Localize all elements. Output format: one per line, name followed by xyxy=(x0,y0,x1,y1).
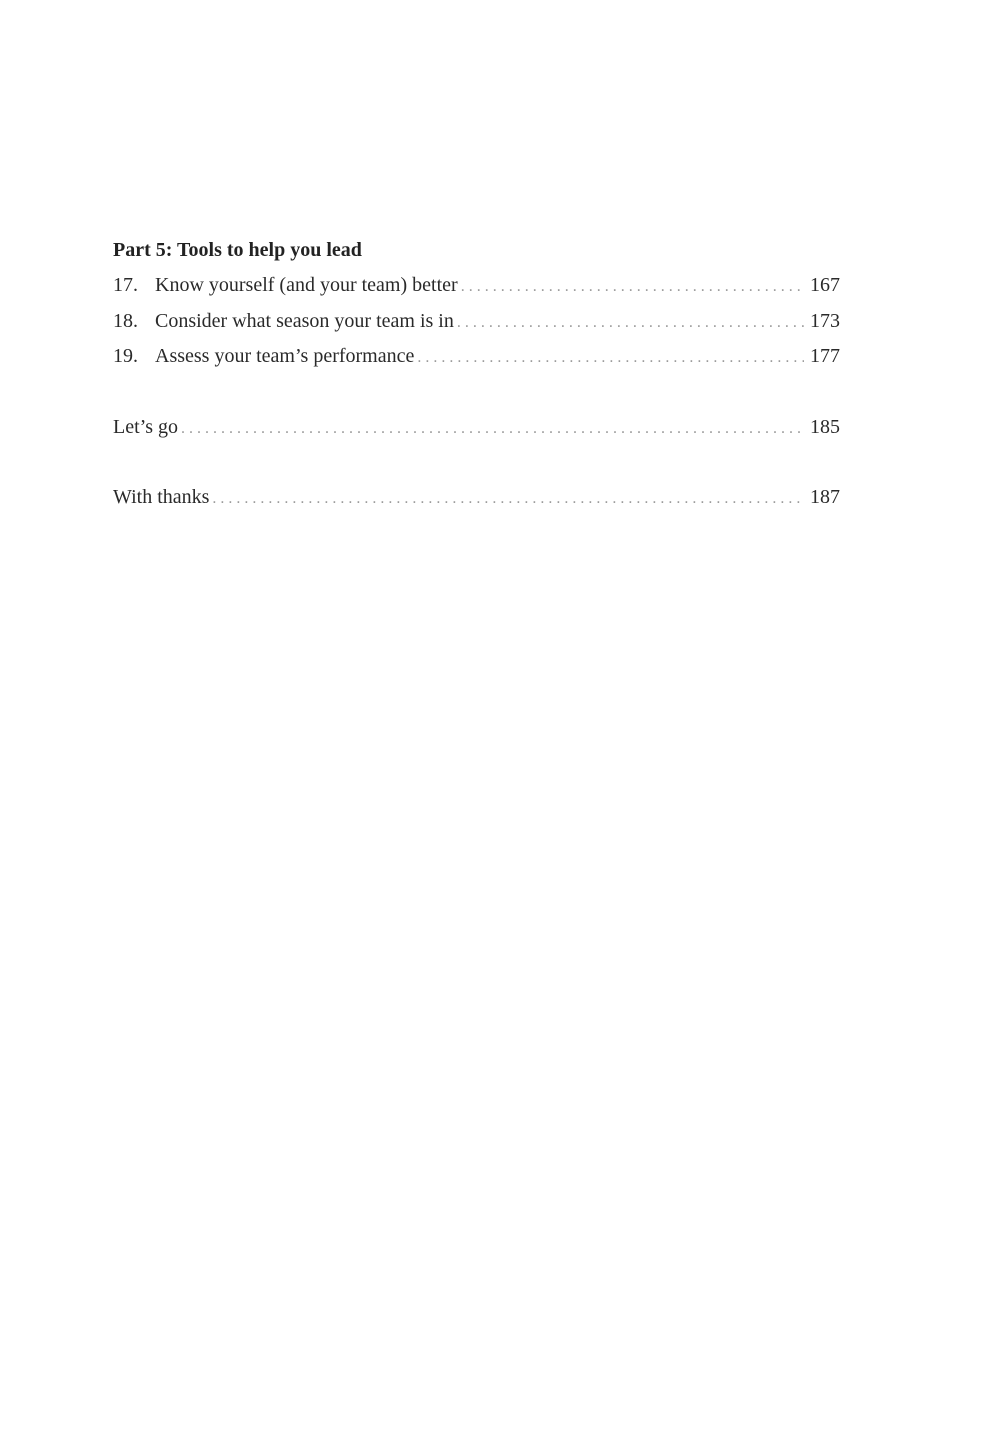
page-number: 185 xyxy=(810,415,840,438)
section-spacer xyxy=(113,445,840,480)
part-heading: Part 5: Tools to help you lead xyxy=(113,239,362,261)
chapter-number: 18. xyxy=(113,309,138,332)
back-matter-title: With thanks xyxy=(113,486,210,508)
dot-leader xyxy=(417,340,804,376)
toc-entry-chapter-19[interactable] xyxy=(113,339,840,375)
toc-entry-with-thanks[interactable] xyxy=(113,480,840,516)
page-number: 167 xyxy=(810,274,840,296)
section-spacer xyxy=(113,375,840,410)
toc-entry-chapter-18[interactable] xyxy=(113,304,840,340)
chapter-title: Consider what season your team is in xyxy=(155,309,454,332)
page-number: 173 xyxy=(810,309,840,332)
chapter-number: 19. xyxy=(113,345,138,367)
back-matter-title: Let’s go xyxy=(113,415,178,438)
chapter-title: Assess your team’s performance xyxy=(155,345,415,367)
table-of-contents xyxy=(113,232,840,516)
dot-leader xyxy=(461,269,804,305)
toc-entry-lets-go[interactable] xyxy=(113,410,840,446)
chapter-title: Know yourself (and your team) better xyxy=(155,274,458,296)
dot-leader xyxy=(212,481,804,517)
dot-leader xyxy=(181,411,804,447)
page-number: 177 xyxy=(810,345,840,367)
chapter-number: 17. xyxy=(113,274,138,296)
toc-entry-chapter-17[interactable] xyxy=(113,268,840,304)
dot-leader xyxy=(457,305,804,341)
page-number: 187 xyxy=(810,486,840,508)
